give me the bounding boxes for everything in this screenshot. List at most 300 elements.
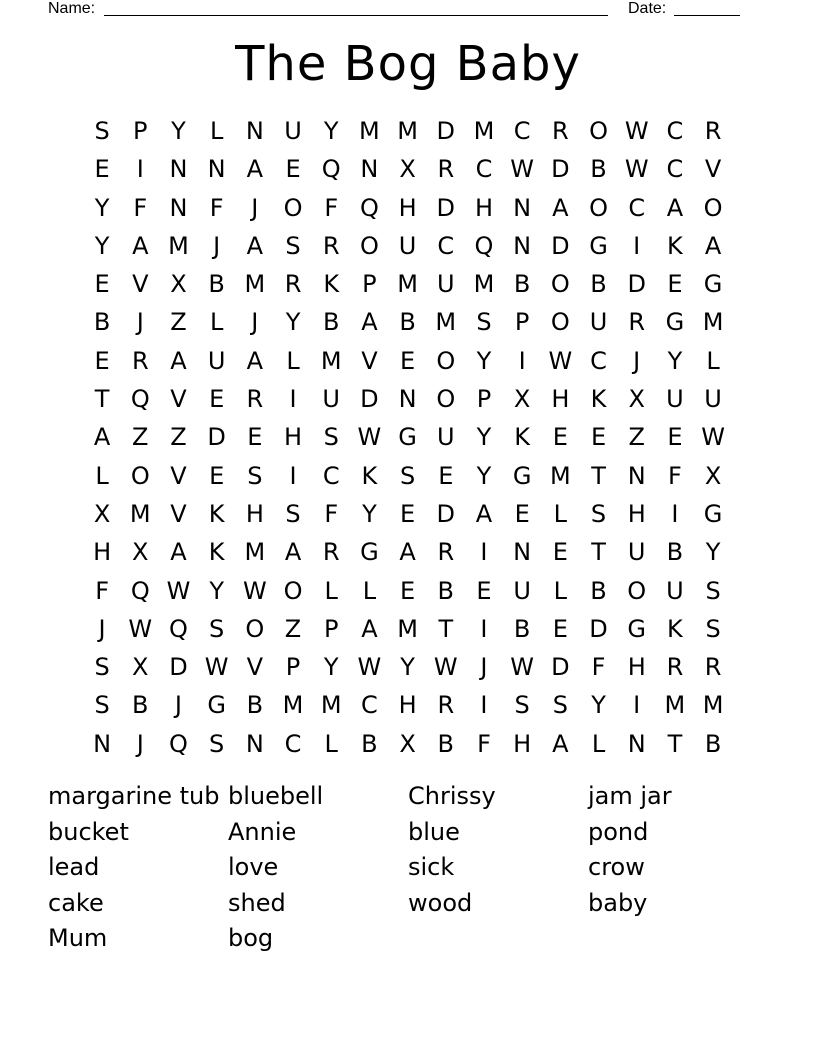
- grid-letter: H: [513, 729, 532, 758]
- grid-letter: M: [244, 538, 266, 567]
- grid-letter: H: [398, 691, 417, 720]
- word-list-item: blue: [408, 817, 460, 846]
- grid-letter: H: [245, 499, 264, 528]
- grid-letter: I: [671, 499, 679, 528]
- grid-letter: O: [589, 193, 608, 222]
- grid-letter: R: [666, 653, 684, 682]
- grid-letter: B: [513, 270, 531, 299]
- grid-letter: B: [208, 270, 225, 299]
- grid-letter: X: [170, 270, 187, 299]
- grid-row: [83, 495, 733, 533]
- grid-letter: O: [359, 231, 379, 260]
- grid-letter: J: [174, 691, 182, 720]
- grid-letter: U: [666, 385, 684, 414]
- grid-letter: Z: [170, 308, 187, 337]
- grid-letter: S: [705, 576, 721, 605]
- grid-letter: Y: [476, 461, 492, 490]
- grid-letter: W: [624, 155, 649, 184]
- grid-letter: A: [170, 346, 187, 375]
- grid-letter: X: [132, 653, 149, 682]
- grid-letter: O: [283, 193, 303, 222]
- grid-letter: N: [398, 385, 417, 414]
- grid-letter: B: [246, 691, 264, 720]
- grid-letter: C: [666, 155, 684, 184]
- grid-letter: V: [170, 461, 187, 490]
- word-list-item: bog: [228, 924, 274, 952]
- grid-row: [83, 189, 733, 227]
- grid-letter: R: [131, 346, 149, 375]
- grid-letter: G: [589, 231, 608, 260]
- grid-row: [83, 725, 733, 763]
- word-list-item: Mum: [48, 924, 108, 952]
- grid-row: [83, 112, 733, 150]
- grid-letter: I: [633, 231, 641, 260]
- grid-letter: F: [591, 653, 606, 682]
- grid-letter: D: [436, 117, 456, 145]
- grid-letter: E: [285, 155, 301, 184]
- grid-letter: N: [513, 538, 532, 567]
- grid-letter: O: [627, 576, 647, 605]
- grid-letter: X: [513, 385, 531, 414]
- grid-letter: X: [399, 155, 416, 184]
- grid-letter: N: [245, 729, 264, 758]
- grid-row: [83, 380, 733, 418]
- grid-letter: Y: [285, 308, 301, 337]
- grid-letter: K: [667, 231, 683, 260]
- grid-letter: L: [591, 729, 606, 758]
- grid-letter: B: [93, 308, 111, 337]
- grid-letter: N: [513, 231, 532, 260]
- grid-letter: L: [706, 346, 720, 375]
- grid-letter: V: [132, 270, 149, 299]
- grid-letter: I: [633, 691, 641, 720]
- grid-letter: S: [209, 614, 225, 643]
- grid-letter: S: [247, 461, 263, 490]
- grid-letter: J: [251, 308, 259, 337]
- grid-letter: C: [628, 193, 646, 222]
- grid-letter: S: [476, 308, 492, 337]
- grid-letter: B: [399, 308, 416, 337]
- grid-letter: P: [323, 614, 339, 643]
- word-list-item: Annie: [228, 817, 297, 846]
- grid-letter: J: [136, 729, 144, 758]
- grid-letter: T: [591, 538, 606, 567]
- grid-letter: D: [436, 499, 456, 528]
- grid-letter: N: [169, 193, 188, 222]
- grid-letter: C: [284, 729, 302, 758]
- grid-letter: R: [704, 117, 722, 145]
- grid-letter: W: [128, 614, 153, 643]
- grid-row: [83, 418, 733, 456]
- grid-letter: L: [324, 729, 338, 758]
- grid-letter: N: [245, 117, 264, 145]
- grid-row: [83, 150, 733, 188]
- grid-letter: F: [324, 193, 339, 222]
- grid-letter: U: [322, 385, 340, 414]
- grid-letter: J: [213, 231, 221, 260]
- grid-letter: E: [400, 346, 416, 375]
- grid-letter: A: [361, 614, 378, 643]
- grid-letter: Y: [476, 423, 492, 452]
- word-list-item: baby: [588, 888, 648, 917]
- grid-letter: R: [284, 270, 302, 299]
- grid-letter: M: [702, 691, 724, 720]
- grid-letter: Q: [359, 193, 379, 222]
- word-search-grid: [83, 112, 733, 763]
- grid-letter: X: [132, 538, 149, 567]
- grid-letter: L: [324, 576, 338, 605]
- grid-letter: X: [628, 385, 645, 414]
- grid-letter: S: [514, 691, 530, 720]
- word-list-item: bluebell: [228, 782, 324, 810]
- grid-letter: R: [437, 538, 455, 567]
- grid-letter: P: [514, 308, 530, 337]
- grid-letter: E: [590, 423, 607, 452]
- grid-letter: Q: [321, 155, 341, 184]
- grid-letter: A: [552, 193, 569, 222]
- grid-letter: D: [207, 423, 226, 452]
- grid-letter: B: [513, 614, 531, 643]
- word-list-item: lead: [48, 853, 100, 881]
- grid-row: [83, 648, 733, 686]
- grid-letter: E: [400, 499, 416, 528]
- grid-letter: E: [552, 614, 568, 643]
- grid-letter: A: [704, 231, 722, 260]
- grid-letter: U: [207, 346, 226, 375]
- grid-letter: O: [436, 346, 456, 375]
- grid-letter: S: [399, 461, 416, 490]
- grid-letter: D: [551, 653, 570, 682]
- grid-letter: W: [510, 155, 535, 184]
- grid-letter: E: [247, 423, 263, 452]
- grid-letter: F: [668, 461, 682, 490]
- grid-letter: G: [398, 423, 417, 452]
- grid-letter: S: [552, 691, 568, 720]
- grid-letter: S: [285, 231, 301, 260]
- grid-letter: Y: [362, 499, 377, 528]
- grid-letter: U: [589, 308, 608, 337]
- grid-letter: N: [207, 155, 226, 184]
- grid-letter: R: [246, 385, 264, 414]
- grid-letter: A: [552, 729, 569, 758]
- grid-letter: E: [552, 538, 568, 567]
- grid-row: [83, 303, 733, 341]
- grid-letter: H: [93, 538, 112, 567]
- grid-letter: E: [400, 576, 416, 605]
- grid-letter: F: [324, 499, 339, 528]
- grid-letter: M: [359, 117, 380, 145]
- grid-letter: P: [362, 270, 377, 299]
- grid-letter: A: [246, 231, 264, 260]
- grid-letter: W: [242, 576, 267, 605]
- grid-letter: D: [551, 155, 570, 184]
- grid-letter: W: [624, 117, 649, 145]
- grid-letter: L: [286, 346, 300, 375]
- grid-letter: T: [667, 729, 683, 758]
- grid-letter: B: [666, 538, 684, 567]
- grid-letter: O: [283, 576, 303, 605]
- grid-letter: W: [357, 653, 382, 682]
- grid-letter: M: [244, 270, 266, 299]
- grid-letter: F: [133, 193, 148, 222]
- grid-letter: M: [473, 117, 495, 145]
- grid-letter: L: [95, 461, 109, 490]
- grid-letter: W: [166, 576, 191, 605]
- grid-letter: A: [246, 155, 264, 184]
- grid-letter: A: [170, 538, 187, 567]
- grid-letter: E: [552, 423, 568, 452]
- grid-letter: Q: [169, 729, 188, 758]
- grid-letter: R: [437, 691, 455, 720]
- date-label: Date:: [628, 0, 667, 17]
- grid-letter: R: [322, 538, 340, 567]
- grid-letter: B: [590, 155, 607, 184]
- grid-letter: E: [94, 270, 110, 299]
- grid-letter: D: [436, 193, 456, 222]
- grid-row: [83, 265, 733, 303]
- grid-letter: E: [94, 155, 110, 184]
- grid-letter: H: [474, 193, 493, 222]
- word-list: [48, 779, 768, 957]
- grid-letter: C: [475, 155, 493, 184]
- grid-letter: L: [553, 576, 568, 605]
- grid-letter: A: [361, 308, 378, 337]
- grid-letter: G: [627, 614, 647, 643]
- grid-letter: S: [94, 117, 110, 145]
- grid-letter: V: [170, 499, 187, 528]
- grid-letter: U: [627, 538, 646, 567]
- grid-letter: Z: [628, 423, 645, 452]
- grid-letter: E: [438, 461, 454, 490]
- grid-letter: L: [209, 117, 224, 145]
- grid-letter: H: [627, 499, 646, 528]
- grid-letter: S: [209, 729, 225, 758]
- grid-letter: G: [512, 461, 532, 490]
- grid-letter: C: [513, 117, 531, 145]
- grid-letter: M: [435, 308, 457, 337]
- grid-letter: W: [357, 423, 382, 452]
- grid-letter: Y: [171, 117, 186, 145]
- grid-letter: F: [95, 576, 109, 605]
- word-list-item: margarine tub: [48, 782, 220, 810]
- grid-letter: E: [209, 385, 225, 414]
- grid-letter: Y: [209, 576, 224, 605]
- grid-letter: L: [362, 576, 377, 605]
- grid-letter: M: [397, 270, 418, 299]
- grid-letter: S: [590, 499, 607, 528]
- grid-letter: V: [361, 346, 378, 375]
- grid-letter: M: [282, 691, 304, 720]
- grid-letter: D: [627, 270, 646, 299]
- grid-letter: L: [209, 308, 224, 337]
- grid-letter: A: [284, 538, 302, 567]
- grid-letter: J: [251, 193, 259, 222]
- grid-letter: S: [285, 499, 301, 528]
- grid-letter: K: [514, 423, 531, 452]
- grid-letter: N: [169, 155, 188, 184]
- grid-letter: H: [551, 385, 570, 414]
- word-list-item: jam jar: [588, 782, 672, 810]
- grid-letter: U: [513, 576, 531, 605]
- grid-letter: I: [480, 691, 488, 720]
- grid-letter: K: [208, 499, 225, 528]
- grid-letter: M: [473, 270, 495, 299]
- grid-letter: F: [477, 729, 491, 758]
- word-list-item: cake: [48, 888, 104, 917]
- grid-letter: E: [476, 576, 492, 605]
- grid-letter: R: [322, 231, 340, 260]
- grid-letter: B: [361, 729, 378, 758]
- grid-letter: O: [550, 270, 570, 299]
- grid-letter: W: [510, 653, 535, 682]
- grid-letter: I: [480, 614, 488, 643]
- grid-letter: A: [246, 346, 264, 375]
- grid-letter: B: [590, 576, 607, 605]
- grid-letter: T: [591, 461, 606, 490]
- grid-letter: B: [437, 729, 455, 758]
- grid-letter: Y: [667, 346, 683, 375]
- grid-letter: A: [475, 499, 493, 528]
- grid-letter: K: [361, 461, 378, 490]
- grid-letter: U: [398, 231, 417, 260]
- grid-letter: M: [702, 308, 724, 337]
- grid-letter: K: [667, 614, 683, 643]
- grid-letter: M: [549, 461, 571, 490]
- grid-letter: O: [436, 385, 456, 414]
- word-list-item: shed: [228, 888, 286, 917]
- grid-letter: Z: [132, 423, 149, 452]
- grid-letter: N: [360, 155, 379, 184]
- grid-letter: A: [93, 423, 111, 452]
- grid-letter: I: [480, 538, 488, 567]
- grid-letter: O: [589, 117, 608, 145]
- grid-letter: I: [289, 461, 297, 490]
- grid-letter: S: [94, 653, 110, 682]
- date-blank-line: [674, 15, 740, 16]
- grid-letter: C: [437, 231, 455, 260]
- name-label: Name:: [48, 0, 96, 17]
- grid-letter: Y: [476, 346, 492, 375]
- word-list-item: bucket: [48, 817, 129, 846]
- grid-letter: M: [129, 499, 151, 528]
- grid-letter: A: [399, 538, 416, 567]
- grid-letter: O: [130, 461, 150, 490]
- grid-letter: A: [132, 231, 149, 260]
- worksheet-header: [48, 0, 748, 20]
- grid-letter: N: [513, 193, 532, 222]
- grid-letter: E: [667, 423, 683, 452]
- grid-letter: A: [666, 193, 684, 222]
- grid-letter: Y: [705, 538, 721, 567]
- grid-letter: N: [93, 729, 112, 758]
- grid-letter: N: [627, 729, 646, 758]
- grid-letter: Q: [130, 576, 150, 605]
- grid-letter: Q: [474, 231, 494, 260]
- grid-letter: T: [438, 614, 454, 643]
- grid-letter: S: [323, 423, 339, 452]
- grid-letter: B: [437, 576, 455, 605]
- grid-letter: O: [550, 308, 570, 337]
- grid-letter: R: [437, 155, 455, 184]
- grid-letter: X: [399, 729, 416, 758]
- grid-letter: O: [703, 193, 723, 222]
- grid-row: [83, 533, 733, 571]
- grid-letter: S: [94, 691, 110, 720]
- grid-row: [83, 572, 733, 610]
- word-list-item: sick: [408, 853, 455, 881]
- grid-letter: M: [320, 346, 342, 375]
- grid-letter: X: [93, 499, 111, 528]
- grid-letter: N: [627, 461, 646, 490]
- grid-letter: G: [665, 308, 685, 337]
- grid-letter: P: [133, 117, 148, 145]
- grid-letter: X: [704, 461, 722, 490]
- grid-row: [83, 686, 733, 724]
- grid-letter: T: [94, 385, 110, 414]
- grid-letter: C: [322, 461, 340, 490]
- grid-letter: U: [436, 423, 455, 452]
- grid-letter: M: [168, 231, 189, 260]
- grid-letter: M: [320, 691, 342, 720]
- grid-letter: I: [136, 155, 144, 184]
- grid-letter: W: [548, 346, 573, 375]
- grid-letter: P: [285, 653, 301, 682]
- grid-letter: J: [633, 346, 641, 375]
- grid-letter: R: [628, 308, 646, 337]
- grid-letter: Y: [94, 193, 110, 222]
- grid-letter: U: [436, 270, 455, 299]
- grid-letter: B: [590, 270, 607, 299]
- grid-letter: G: [703, 499, 723, 528]
- grid-letter: C: [590, 346, 607, 375]
- grid-letter: H: [398, 193, 417, 222]
- grid-letter: F: [209, 193, 224, 222]
- grid-letter: J: [136, 308, 144, 337]
- grid-letter: U: [666, 576, 684, 605]
- grid-letter: C: [361, 691, 378, 720]
- grid-letter: J: [480, 653, 488, 682]
- grid-letter: M: [664, 691, 686, 720]
- name-blank-line: [104, 15, 608, 16]
- grid-letter: V: [170, 385, 187, 414]
- grid-letter: D: [169, 653, 188, 682]
- grid-letter: K: [323, 270, 340, 299]
- grid-letter: W: [204, 653, 229, 682]
- grid-letter: K: [590, 385, 607, 414]
- grid-letter: Q: [130, 385, 150, 414]
- grid-letter: J: [98, 614, 106, 643]
- grid-letter: B: [704, 729, 722, 758]
- grid-letter: Y: [323, 653, 339, 682]
- word-list-item: wood: [408, 888, 473, 917]
- grid-row: [83, 342, 733, 380]
- word-list-item: love: [228, 853, 279, 881]
- grid-row: [83, 227, 733, 265]
- grid-letter: W: [701, 423, 725, 452]
- grid-letter: Z: [284, 614, 302, 643]
- grid-letter: B: [322, 308, 340, 337]
- word-list-item: crow: [588, 853, 645, 881]
- grid-letter: S: [705, 614, 721, 643]
- grid-letter: G: [207, 691, 226, 720]
- grid-letter: M: [397, 614, 418, 643]
- grid-letter: U: [704, 385, 722, 414]
- grid-letter: Y: [400, 653, 415, 682]
- word-list-item: pond: [588, 817, 649, 846]
- grid-letter: Q: [169, 614, 188, 643]
- grid-letter: C: [666, 117, 684, 145]
- grid-letter: U: [284, 117, 302, 145]
